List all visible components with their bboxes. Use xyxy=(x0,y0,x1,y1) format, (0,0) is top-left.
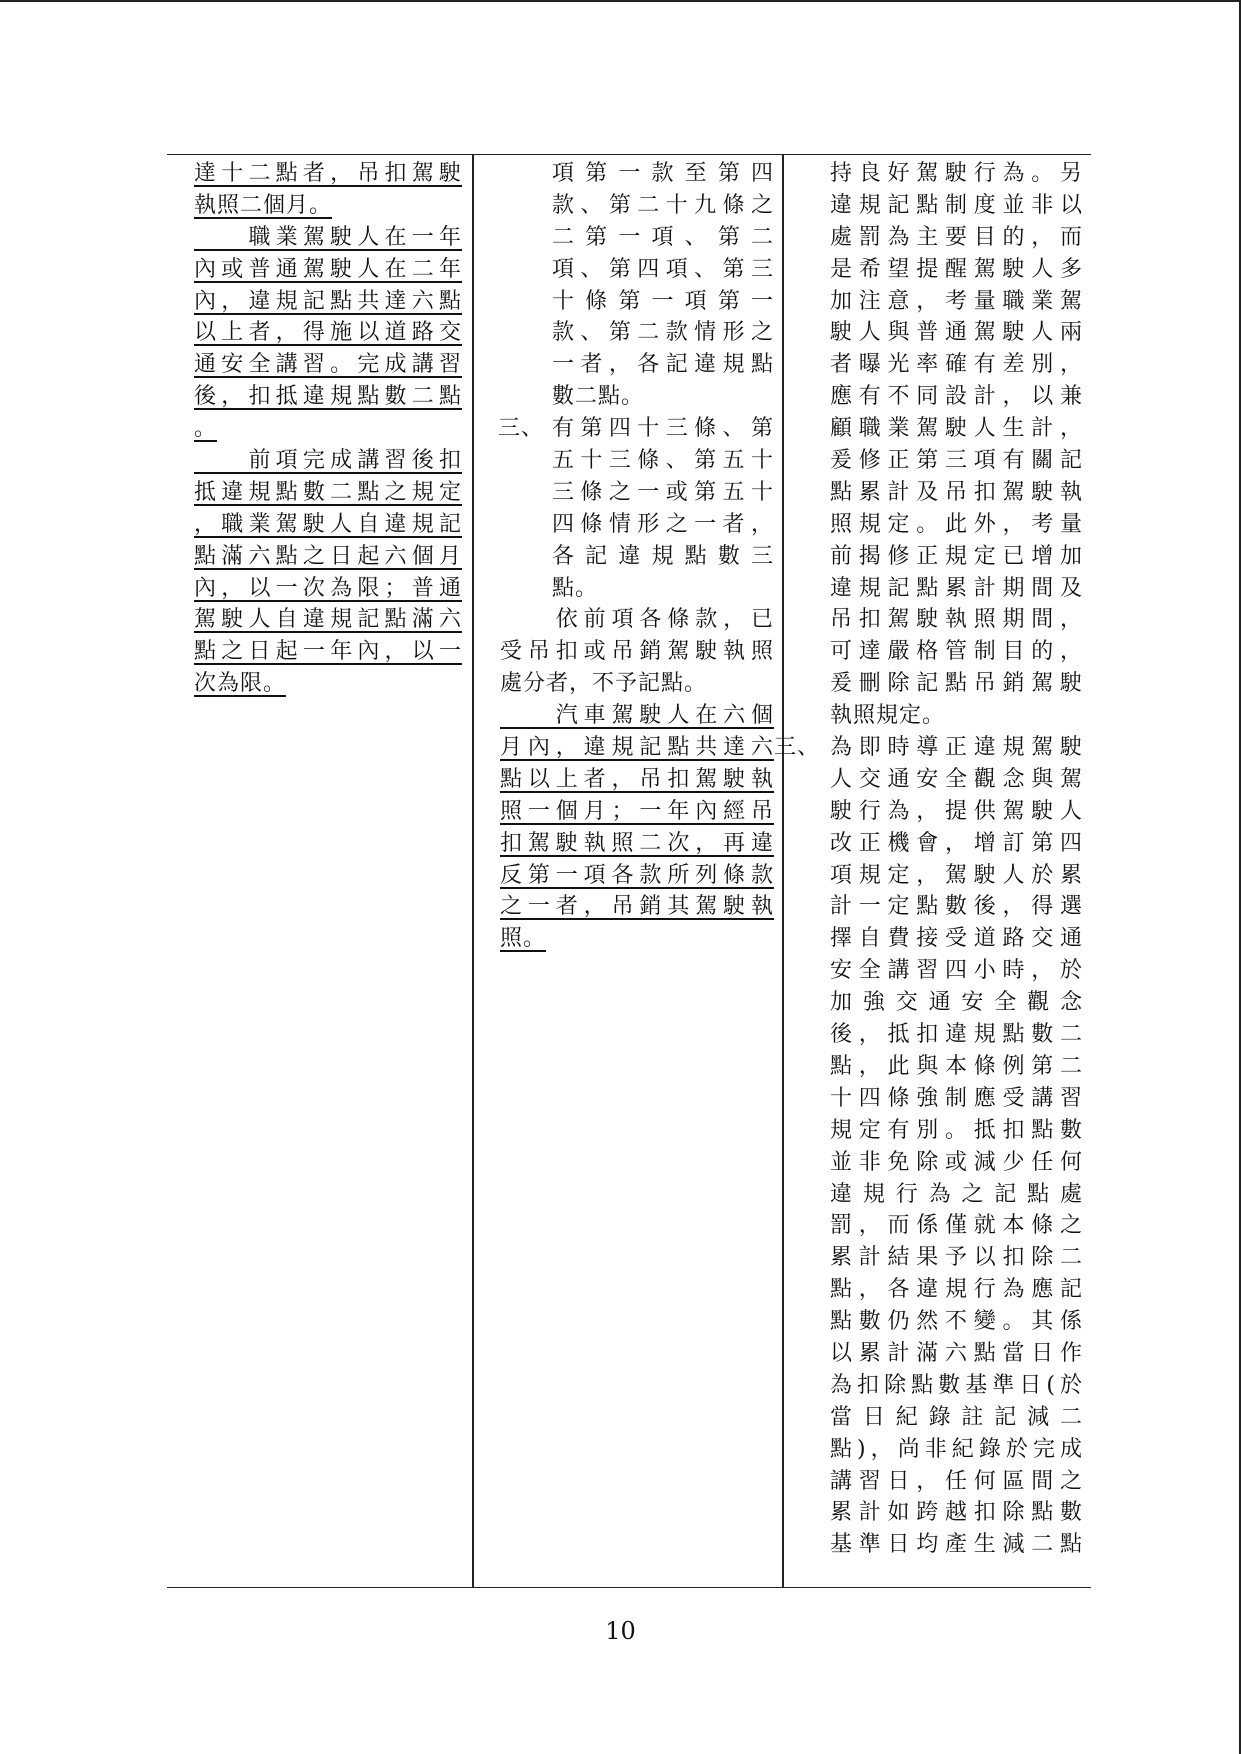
text-line: 罰，而係僅就本條之 xyxy=(830,1213,1083,1239)
text-line: ，職業駕駛人自違規記 xyxy=(194,511,462,537)
text-line: 一者，各記違規點 xyxy=(552,352,774,378)
item-number: 三、 xyxy=(774,735,821,761)
text-line: 駕駛人自違規記點滿六 xyxy=(194,607,462,633)
text-line: 三、 為即時導正違規駕駛 xyxy=(830,732,1083,764)
text-line: 內，以一次為限；普通 xyxy=(194,575,462,601)
text-line: 通安全講習。完成講習 xyxy=(194,352,462,378)
text-line: 點以上者，吊扣駕駛執 xyxy=(500,766,774,792)
text-line: 前項完成講習後扣 xyxy=(194,448,462,474)
text-line: 累計如跨越扣除點數 xyxy=(830,1500,1083,1526)
text-line: 點。 xyxy=(552,575,599,601)
text-line: 當日紀錄註記減二 xyxy=(830,1404,1083,1430)
text-line: 人交通安全觀念與駕 xyxy=(830,766,1083,792)
text-line: 二第一項、第二 xyxy=(552,224,774,250)
text-line: 月內，違規記點共達六 xyxy=(500,735,774,761)
text-line: 累計結果予以扣除二 xyxy=(830,1245,1083,1271)
text-line: 點數仍然不變。其係 xyxy=(830,1309,1083,1335)
text-line: 扣駕駛執照二次，再違 xyxy=(500,830,774,856)
text-line: 爰修正第三項有關記 xyxy=(830,448,1083,474)
text-line: 反第一項各款所列條款 xyxy=(500,862,774,888)
text-line: 可達嚴格管制目的， xyxy=(830,639,1083,665)
text-line: 以上者，得施以道路交 xyxy=(194,320,462,346)
text-line: 駛人與普通駕駛人兩 xyxy=(830,320,1083,346)
text-line: 十四條強制應受講習 xyxy=(830,1085,1083,1111)
text-line: 加注意，考量職業駕 xyxy=(830,288,1083,314)
text-line: 規定有別。抵扣點數 xyxy=(830,1117,1083,1143)
text-line: 內或普通駕駛人在二年 xyxy=(194,256,462,282)
text-line: 基準日均產生減二點 xyxy=(830,1532,1083,1558)
text-line: 十條第一項第一 xyxy=(552,288,774,314)
text-line: 職業駕駛人在一年 xyxy=(194,224,462,250)
text-line: 執照二個月。 xyxy=(194,192,333,218)
text-line: 應有不同設計，以兼 xyxy=(830,384,1083,410)
text-line: 爰刪除記點吊銷駕駛 xyxy=(830,671,1083,697)
text-line: 持良好駕駛行為。另 xyxy=(830,161,1083,186)
text-line: 之一者，吊銷其駕駛執 xyxy=(500,894,774,920)
text-line: 前揭修正規定已增加 xyxy=(830,543,1083,569)
text-line: 違規記點制度並非以 xyxy=(830,192,1083,218)
text-line: 項、第四項、第三 xyxy=(552,256,774,282)
text-line: 款、第二款情形之 xyxy=(552,320,774,346)
amended-text-column xyxy=(167,155,472,1587)
text-line: 加強交通安全觀念 xyxy=(830,990,1083,1016)
text-line: 受吊扣或吊銷駕駛執照 xyxy=(500,639,774,665)
text-line: 依前項各條款，已 xyxy=(500,607,774,633)
text-line: 者曝光率確有差別， xyxy=(830,352,1083,378)
text-line: 照規定。此外，考量 xyxy=(830,511,1083,537)
explanation-column xyxy=(774,155,1091,1587)
text-line: 並非免除或減少任何 xyxy=(830,1149,1083,1175)
text-line: 擇自費接受道路交通 xyxy=(830,926,1083,952)
text-line: 計一定點數後，得選 xyxy=(830,894,1083,920)
page-top-border xyxy=(0,0,1241,2)
current-text-column xyxy=(474,155,782,1587)
text-line: 數二點。 xyxy=(552,384,645,410)
page-number: 10 xyxy=(605,1617,636,1645)
text-line: 點累計及吊扣駕駛執 xyxy=(830,479,1083,505)
text-line: 照。 xyxy=(500,926,547,952)
text-line: 次為限。 xyxy=(194,671,287,697)
text-line: 點，此與本條例第二 xyxy=(830,1053,1083,1079)
text-line: 駛行為，提供駕駛人 xyxy=(830,798,1083,824)
text-line: 後，扣抵違規點數二點 xyxy=(194,384,462,410)
text-line: 各記違規點數三 xyxy=(552,543,774,569)
text-line: 點)，尚非紀錄於完成 xyxy=(830,1436,1083,1462)
text-line: 處罰為主要目的，而 xyxy=(830,224,1083,250)
text-line: 。 xyxy=(194,416,218,442)
text-line: 三、 有第四十三條、第 xyxy=(500,413,774,445)
item-number: 三、 xyxy=(498,416,545,442)
text-line: 吊扣駕駛執照期間， xyxy=(830,607,1083,633)
text-line: 改正機會，增訂第四 xyxy=(830,830,1083,856)
text-line: 照一個月；一年內經吊 xyxy=(500,798,774,824)
text-line: 執照規定。 xyxy=(830,703,946,729)
text-line: 違規行為之記點處 xyxy=(830,1181,1083,1207)
comparison-table xyxy=(167,154,1091,1588)
text-line: 達十二點者，吊扣駕駛 xyxy=(194,161,462,186)
text-line: 顧職業駕駛人生計， xyxy=(830,416,1083,442)
text-line: 項第一款至第四 xyxy=(552,161,774,186)
text-line: 違規記點累計期間及 xyxy=(830,575,1083,601)
text-line: 三條之一或第五十 xyxy=(552,479,774,505)
text-line: 是希望提醒駕駛人多 xyxy=(830,256,1083,282)
text-line: 四條情形之一者， xyxy=(552,511,774,537)
text-line: 五十三條、第五十 xyxy=(552,448,774,474)
text-line: 以累計滿六點當日作 xyxy=(830,1340,1083,1366)
text-line: 點，各違規行為應記 xyxy=(830,1277,1083,1303)
text-line: 項規定，駕駛人於累 xyxy=(830,862,1083,888)
text-line: 款、第二十九條之 xyxy=(552,192,774,218)
text-line: 為扣除點數基準日(於 xyxy=(830,1372,1083,1398)
text-line: 後，抵扣違規點數二 xyxy=(830,1022,1083,1048)
text-line: 汽車駕駛人在六個 xyxy=(500,703,774,729)
text-line: 點之日起一年內，以一 xyxy=(194,639,462,665)
text-line: 安全講習四小時，於 xyxy=(830,958,1083,984)
text-line: 內，違規記點共達六點 xyxy=(194,288,462,314)
text-line: 抵違規點數二點之規定 xyxy=(194,479,462,505)
text-line: 處分者，不予記點。 xyxy=(500,671,708,697)
text-line: 講習日，任何區間之 xyxy=(830,1468,1083,1494)
text-line: 點滿六點之日起六個月 xyxy=(194,543,462,569)
